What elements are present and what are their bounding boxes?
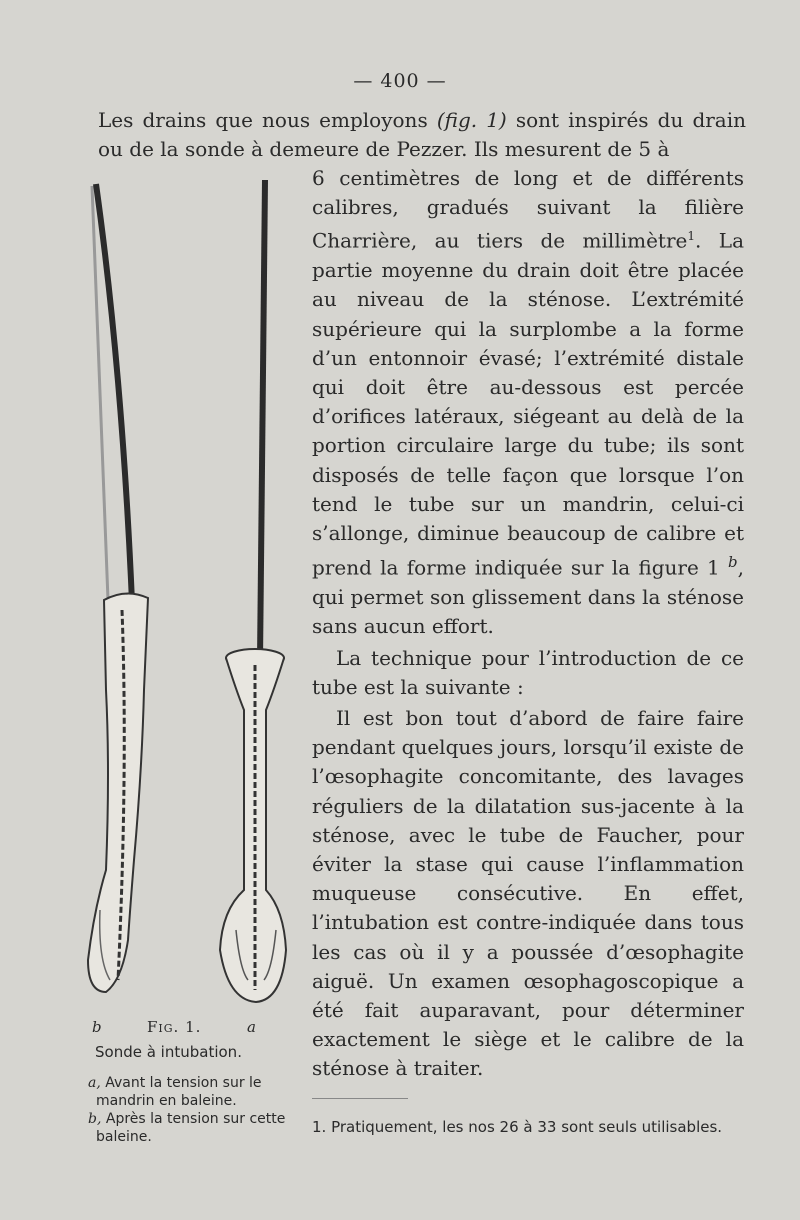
intro-text-1: Les drains que nous employons <box>98 108 437 132</box>
paragraph-text-b: . La partie moyenne du drain doit être placée au niveau de la sténose. L’extrémité supérieure qui la surplombe a la forme d’un entonnoir évasé; l’extrémité distale qui doit être au-dessous est percée d’orifices latéraux, siégeant au delà de la portion circulaire large du tube; ils sont disposés de telle façon que lorsque l’on tend le tube sur un mandrin, celui-ci s’allonge, diminue beaucoup de calibre et prend la forme indiquée sur la figure 1 <box>312 229 744 580</box>
footnote-marker: 1 <box>687 229 695 244</box>
footnote: 1. Pratiquement, les nos 26 à 33 sont seuls utilisables. <box>312 1118 723 1136</box>
right-column <box>312 164 744 1084</box>
intubation-tube-illustration <box>70 170 310 1020</box>
legend-item-b <box>88 1110 288 1146</box>
figure-letter-ref: b <box>728 553 738 572</box>
figure-caption: Sonde à intubation. <box>95 1043 242 1061</box>
intro-paragraph <box>98 106 746 164</box>
figure-label-b: b <box>92 1018 102 1036</box>
tube-a-drawing <box>220 180 286 1002</box>
legend-text-a: Avant la tension sur le mandrin en baleine. <box>96 1075 262 1109</box>
intro-text-2: sont inspirés du drain ou de la sonde à demeure de Pezzer. Ils mesurent de 5 à <box>98 108 747 161</box>
legend-letter-b: b, <box>88 1111 102 1127</box>
paragraph-procedure: Il est bon tout d’abord de faire faire pendant quelques jours, lorsqu’il existe de l’œsophagite concomitante, des lavages réguliers de la dilatation sus-jacente à la sténose, avec le tube de Faucher, pour éviter la stase qui cause l’inflammation muqueuse consécutive. En effet, l’intubation est contre-indiquée dans tous les cas où il y a poussée d’œsophagite aiguë. Un examen œsophagoscopique a été fait auparavant, pour déterminer exactement le siège et le calibre de la sténose à traiter. <box>312 705 744 1081</box>
page-number: — 400 — <box>353 70 447 92</box>
figure-label-a: a <box>247 1018 256 1036</box>
legend-item-a <box>88 1074 288 1110</box>
paragraph-text-a: 6 centimètres de long et de différents calibres, gradués suivant la filière Charrière, au tiers de millimètre <box>312 166 744 254</box>
legend-text-b: Après la tension sur cette baleine. <box>96 1111 286 1145</box>
figure-reference: (fig. 1) <box>436 108 507 132</box>
figure-title: Fig. 1. <box>147 1018 202 1036</box>
legend-letter-a: a, <box>88 1075 101 1091</box>
paragraph-drain-description <box>312 164 744 642</box>
tube-b-drawing <box>88 184 148 992</box>
paragraph-text-c: , qui permet son glissement dans la sténose sans aucun effort. <box>312 555 744 639</box>
figure-legend <box>88 1074 288 1146</box>
footnote-divider <box>312 1098 408 1099</box>
paragraph-technique: La technique pour l’introduction de ce tube est la suivante : <box>312 645 744 699</box>
